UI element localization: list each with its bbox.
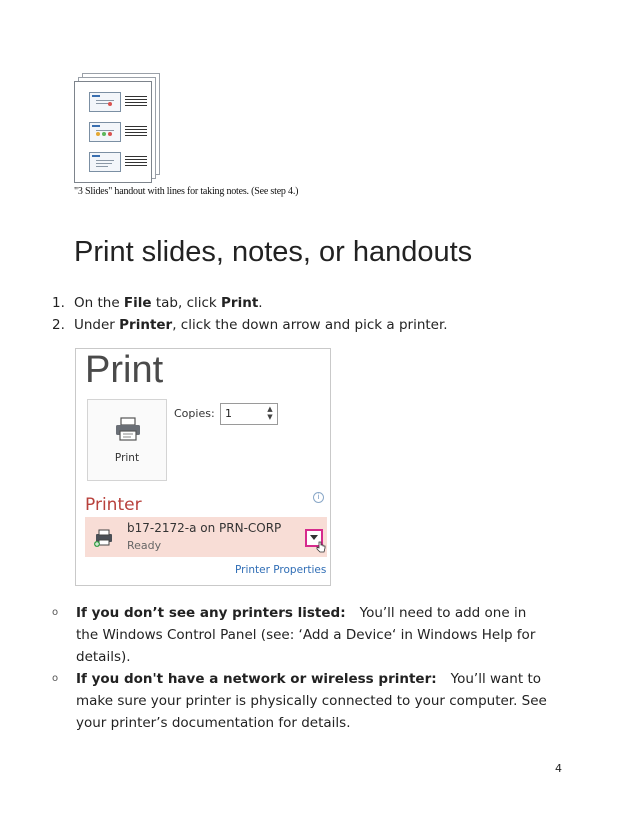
- note-heading: If you don't have a network or wireless printer:: [76, 671, 437, 687]
- printer-status: Ready: [127, 539, 162, 552]
- step-bold: Print: [221, 295, 259, 311]
- note-item: [52, 668, 552, 734]
- printer-selector[interactable]: [85, 517, 327, 557]
- spinner-down-icon[interactable]: ▼: [267, 413, 273, 421]
- copies-label: Copies:: [174, 407, 215, 420]
- print-panel-screenshot: [75, 348, 331, 586]
- print-panel-title: Print: [85, 349, 164, 391]
- note-text: You’ll want to make sure your printer is physically connected to your computer. See your printer’s documentation for details.: [76, 671, 547, 731]
- note-heading: If you don’t see any printers listed:: [76, 605, 346, 621]
- step-number: 1.: [52, 295, 65, 311]
- handout-illustration: [72, 73, 162, 185]
- step-text: On the: [74, 295, 124, 311]
- network-printer-icon: [93, 528, 115, 548]
- print-button[interactable]: [87, 399, 167, 481]
- notes-list: [52, 602, 552, 734]
- note-item: [52, 602, 552, 668]
- hand-cursor-icon: [316, 541, 326, 553]
- page-number: 4: [555, 762, 562, 775]
- info-icon[interactable]: i: [313, 492, 324, 503]
- step-number: 2.: [52, 317, 65, 333]
- spinner-up-icon[interactable]: ▲: [267, 405, 273, 413]
- step-item: [52, 314, 448, 336]
- printer-icon: [115, 417, 141, 441]
- print-button-label: Print: [114, 452, 140, 464]
- section-heading: Print slides, notes, or handouts: [74, 236, 473, 268]
- copies-value: 1: [225, 407, 232, 420]
- step-item: [52, 292, 448, 314]
- steps-list: [52, 292, 448, 336]
- step-text: .: [258, 295, 263, 311]
- printer-section-label: Printer: [85, 495, 142, 515]
- step-bold: File: [123, 295, 152, 311]
- copies-spinner[interactable]: [266, 405, 274, 421]
- figure-caption: "3 Slides" handout with lines for taking notes. (See step 4.): [74, 186, 299, 197]
- printer-name: b17-2172-a on PRN-CORP: [127, 521, 282, 535]
- copies-stepper[interactable]: [220, 403, 278, 425]
- bullet-circle-icon: o: [52, 607, 59, 618]
- dropdown-arrow-icon: [310, 535, 318, 540]
- step-text: Under: [74, 317, 120, 333]
- step-text: , click the down arrow and pick a printer.: [172, 317, 448, 333]
- note-text: You’ll need to add one in the Windows Control Panel (see: ‘Add a Device‘ in Windows Help for details).: [76, 605, 536, 665]
- step-bold: Printer: [119, 317, 173, 333]
- bullet-circle-icon: o: [52, 673, 59, 684]
- step-text: tab, click: [151, 295, 222, 311]
- printer-properties-link[interactable]: Printer Properties: [235, 564, 327, 576]
